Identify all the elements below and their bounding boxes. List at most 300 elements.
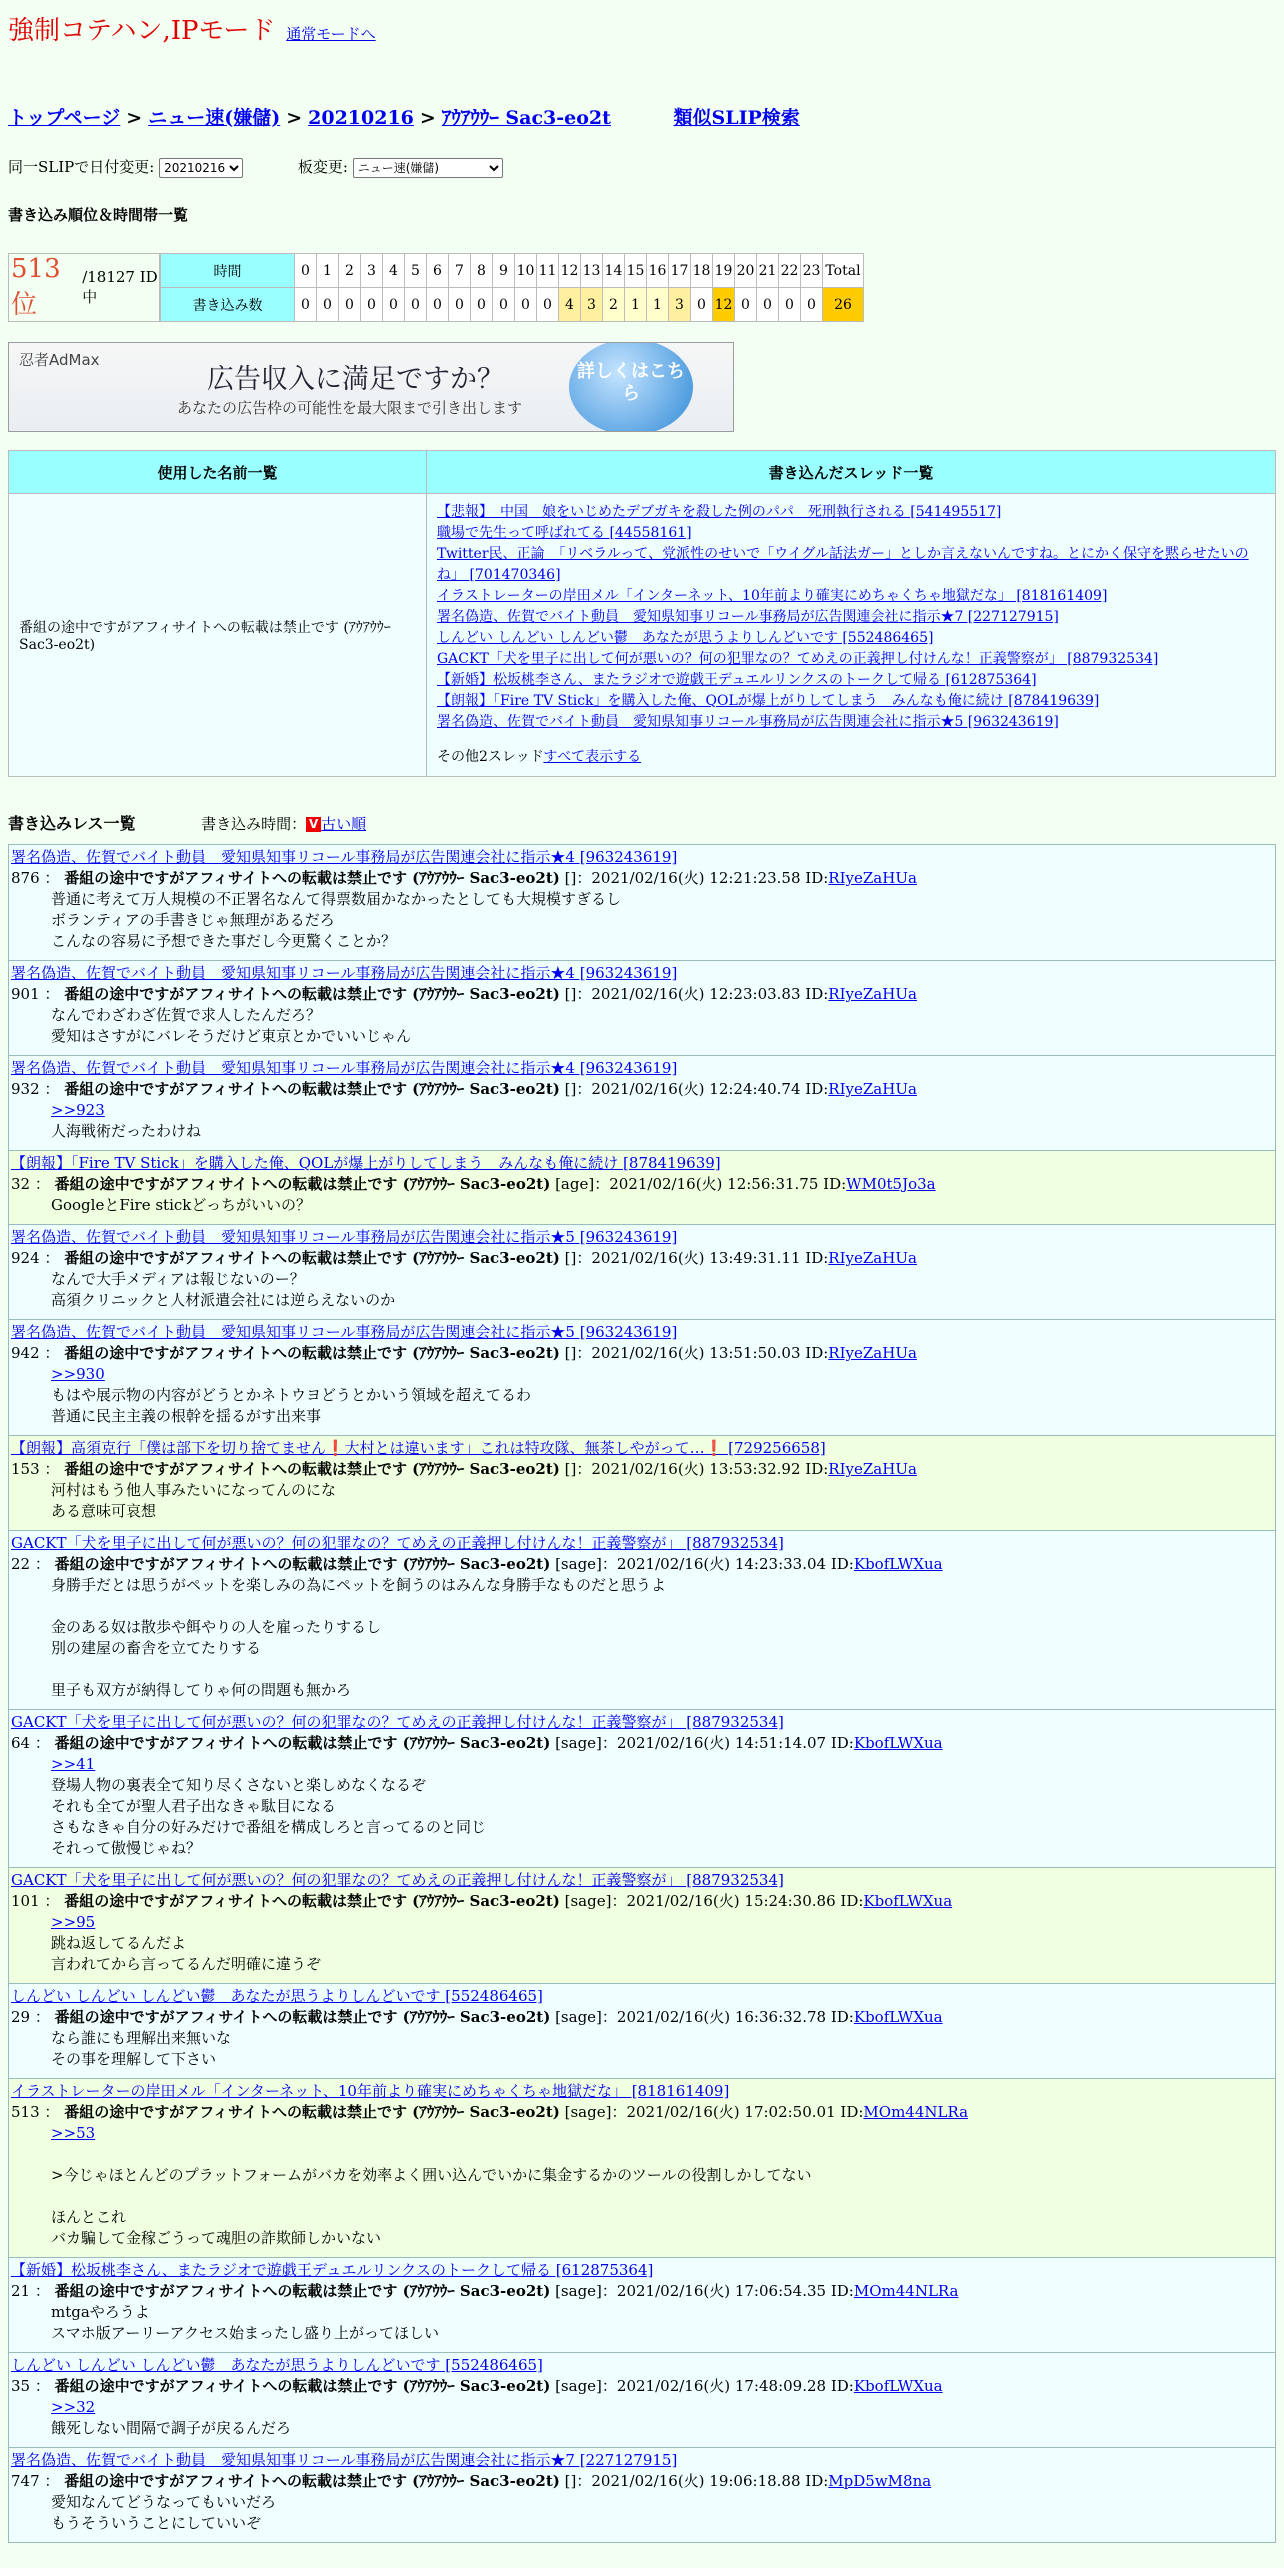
- post-anchor-row: [51, 2123, 1273, 2144]
- total-count-cell: 26: [823, 288, 864, 322]
- select-bar: [8, 156, 1276, 178]
- thread-link[interactable]: 職場で先生って呼ばれてる [44558161]: [437, 525, 692, 541]
- post-separator: ：: [576, 869, 592, 887]
- thread-link[interactable]: 【朗報】「Fire TV Stick」を購入した俺、QOLが爆上がりしてしまう みんなも俺に続け [878419639]: [437, 693, 1100, 709]
- post-meta: [11, 1174, 1273, 1195]
- post-id-link[interactable]: KbofLWXua: [853, 2008, 943, 2026]
- post-thread-link[interactable]: 署名偽造、佐賀でバイト動員 愛知県知事リコール事務局が広告関連会社に指示★4 [963243619]: [11, 1059, 678, 1077]
- count-cell: 0: [317, 288, 339, 322]
- hour-cell: Total: [823, 254, 864, 288]
- post-anchor-link[interactable]: >>53: [51, 2124, 96, 2142]
- post-separator: ：: [39, 869, 65, 887]
- thread-item: [437, 628, 1269, 649]
- post-number: 29: [11, 2008, 31, 2026]
- ad-button[interactable]: 詳しくはこちら: [569, 342, 693, 432]
- post-thread-link[interactable]: 【朗報】高須克行「僕は部下を切り捨てません❗大村とは違います」これは特攻隊、無茶しやがって…❗ [729256658]: [11, 1439, 826, 1457]
- post: [8, 1436, 1276, 1531]
- thread-link[interactable]: GACKT「犬を里子に出して何が悪いの？何の犯罪なの？てめえの正義押し付けんな！正義警察が」 [887932534]: [437, 651, 1159, 667]
- post-line: スマホ版アーリーアクセス始まったし盛り上がってほしい: [51, 2324, 440, 2342]
- post-id-link[interactable]: WM0t5Jo3a: [846, 1175, 936, 1193]
- post-id-link[interactable]: RIyeZaHUa: [828, 869, 917, 887]
- post-line: バカ騙して金稼ごうって魂胆の詐欺師しかいない: [51, 2229, 382, 2247]
- post-line: [51, 1596, 1273, 1617]
- post-line: なら誰にも理解出来無いな: [51, 2029, 232, 2047]
- post-separator: ：: [39, 1249, 65, 1267]
- post-separator: ：: [39, 1460, 65, 1478]
- post-date: 2021/02/16(火) 17:06:54.35: [616, 2282, 827, 2300]
- count-cell: 0: [537, 288, 559, 322]
- post-date: 2021/02/16(火) 14:23:33.04: [616, 1555, 827, 1573]
- post: [8, 1320, 1276, 1436]
- post-line: さもなきゃ自分の好みだけで番組を構成しろと言ってるのと同じ: [51, 1818, 487, 1836]
- post-thread-link[interactable]: 署名偽造、佐賀でバイト動員 愛知県知事リコール事務局が広告関連会社に指示★5 [963243619]: [11, 1323, 678, 1341]
- count-cell: 2: [603, 288, 625, 322]
- count-cell: 0: [801, 288, 823, 322]
- post-mail: [sage]: [564, 1892, 612, 1910]
- post-date: 2021/02/16(火) 17:48:09.28: [616, 2377, 827, 2395]
- count-cell: 4: [559, 288, 581, 322]
- count-cell: 0: [383, 288, 405, 322]
- hour-cell: 19: [713, 254, 735, 288]
- count-cell: 0: [427, 288, 449, 322]
- sort-arrow-icon[interactable]: V: [306, 817, 321, 832]
- post-separator: ：: [576, 1460, 592, 1478]
- post-id-link[interactable]: RIyeZaHUa: [828, 1080, 917, 1098]
- count-cell: 3: [669, 288, 691, 322]
- post-thread-link[interactable]: 署名偽造、佐賀でバイト動員 愛知県知事リコール事務局が広告関連会社に指示★7 [227127915]: [11, 2451, 678, 2469]
- post-date: 2021/02/16(火) 12:56:31.75: [609, 1175, 819, 1193]
- post-separator: ：: [576, 1080, 592, 1098]
- board-select-label: 板変更:: [297, 158, 348, 176]
- post-number: 64: [11, 1734, 31, 1752]
- post-author: 番組の途中ですがアフィサイトへの転載は禁止です (ｱｳｱｳｳｰ Sac3-eo2t): [64, 1080, 560, 1098]
- post-id-link[interactable]: RIyeZaHUa: [828, 985, 917, 1003]
- thread-item: [437, 691, 1269, 712]
- hour-cell: 10: [515, 254, 537, 288]
- post-meta: [11, 1248, 1273, 1269]
- hourly-table: [160, 253, 864, 322]
- post-number: 932: [11, 1080, 40, 1098]
- post-id-label: ID:: [826, 1734, 854, 1752]
- post-separator: ：: [39, 985, 65, 1003]
- post-meta: [11, 868, 1273, 889]
- post-author: 番組の途中ですがアフィサイトへの転載は禁止です (ｱｳｱｳｳｰ Sac3-eo2t): [64, 1460, 560, 1478]
- post-mail: []: [564, 869, 577, 887]
- post-meta: [11, 1733, 1273, 1754]
- post-separator: ：: [39, 1344, 65, 1362]
- post-thread-link[interactable]: 署名偽造、佐賀でバイト動員 愛知県知事リコール事務局が広告関連会社に指示★5 [963243619]: [11, 1228, 678, 1246]
- post-anchor-row: [51, 1100, 1273, 1121]
- post-thread-link[interactable]: しんどい しんどい しんどい鬱 あなたが思うよりしんどいです [552486465]: [11, 2356, 543, 2374]
- posts-title: 書き込みレス一覧: [8, 814, 136, 833]
- post-separator: ：: [601, 2008, 617, 2026]
- threads-cell: [427, 494, 1276, 777]
- breadcrumb-board[interactable]: ニュー速(嫌儲): [148, 107, 281, 129]
- post-thread-link[interactable]: GACKT「犬を里子に出して何が悪いの？何の犯罪なの？てめえの正義押し付けんな！正義警察が」 [887932534]: [11, 1713, 784, 1731]
- thread-link[interactable]: イラストレーターの岸田メル「インターネット、10年前より確実にめちゃくちゃ地獄だな」 [818161409]: [437, 588, 1108, 604]
- post-line: 言われてから言ってるんだ明確に違うぞ: [51, 1955, 322, 1973]
- sort-oldest-link[interactable]: 古い順: [321, 815, 367, 833]
- post-meta: [11, 1079, 1273, 1100]
- post: [8, 2258, 1276, 2353]
- post-mail: [sage]: [555, 2282, 602, 2300]
- post-author: 番組の途中ですがアフィサイトへの転載は禁止です (ｱｳｱｳｳｰ Sac3-eo2t): [54, 1555, 551, 1573]
- post-number: 35: [11, 2377, 31, 2395]
- post-author: 番組の途中ですがアフィサイトへの転載は禁止です (ｱｳｱｳｳｰ Sac3-eo2t): [64, 1892, 560, 1910]
- post-number: 924: [11, 1249, 40, 1267]
- post-anchor-row: [51, 1912, 1273, 1933]
- hour-cell: 16: [647, 254, 669, 288]
- post: [8, 1151, 1276, 1225]
- ad-subtext: あなたの広告枠の可能性を最大限まで引き出します: [177, 399, 523, 417]
- thread-link[interactable]: 署名偽造、佐賀でバイト動員 愛知県知事リコール事務局が広告関連会社に指示★7 [227127915]: [437, 609, 1059, 625]
- post-meta: [11, 2102, 1273, 2123]
- post-id-label: ID:: [800, 2472, 829, 2490]
- hour-cell: 14: [603, 254, 625, 288]
- post-anchor-link[interactable]: >>923: [51, 1101, 105, 1119]
- post-number: 21: [11, 2282, 31, 2300]
- post-id-link[interactable]: KbofLWXua: [853, 2377, 943, 2395]
- count-cell: 0: [515, 288, 537, 322]
- hour-cell: 3: [361, 254, 383, 288]
- thread-link[interactable]: しんどい しんどい しんどい鬱 あなたが思うよりしんどいです [552486465]: [437, 630, 934, 646]
- count-cell: 0: [449, 288, 471, 322]
- post-line: もはや展示物の内容がどうとかネトウヨどうとかいう領域を超えてるわ: [51, 1386, 532, 1404]
- post-anchor-link[interactable]: >>41: [51, 1755, 96, 1773]
- post-date: 2021/02/16(火) 13:49:31.11: [591, 1249, 801, 1267]
- post-id-link[interactable]: MOm44NLRa: [853, 2282, 959, 2300]
- thread-link[interactable]: 署名偽造、佐賀でバイト動員 愛知県知事リコール事務局が広告関連会社に指示★5 [963243619]: [437, 714, 1059, 730]
- post-thread-link[interactable]: 署名偽造、佐賀でバイト動員 愛知県知事リコール事務局が広告関連会社に指示★4 [963243619]: [11, 848, 678, 866]
- post-date: 2021/02/16(火) 15:24:30.86: [626, 1892, 836, 1910]
- post: [8, 1710, 1276, 1868]
- post-date: 2021/02/16(火) 12:23:03.83: [591, 985, 801, 1003]
- hour-cell: 13: [581, 254, 603, 288]
- ad-banner[interactable]: [8, 342, 734, 432]
- post-id-link[interactable]: KbofLWXua: [863, 1892, 953, 1910]
- names-col-header: 使用した名前一覧: [9, 451, 427, 494]
- post-author: 番組の途中ですがアフィサイトへの転載は禁止です (ｱｳｱｳｳｰ Sac3-eo2t): [54, 2008, 551, 2026]
- post-number: 513: [11, 2103, 40, 2121]
- post-meta: [11, 1343, 1273, 1364]
- post-separator: ：: [611, 2103, 627, 2121]
- ad-headline: 広告収入に満足ですか？: [207, 364, 504, 395]
- board-select[interactable]: [353, 158, 503, 178]
- post-number: 32: [11, 1175, 31, 1193]
- post-separator: ：: [39, 2103, 65, 2121]
- post-anchor-link[interactable]: >>95: [51, 1913, 96, 1931]
- post: [8, 1868, 1276, 1984]
- post-id-link[interactable]: RIyeZaHUa: [828, 1460, 917, 1478]
- count-row-label: 書き込み数: [161, 288, 295, 322]
- hour-cell: 6: [427, 254, 449, 288]
- post-anchor-row: [51, 1364, 1273, 1385]
- thread-item: [437, 544, 1269, 586]
- used-name: 番組の途中ですがアフィサイトへの転載は禁止です (ｱｳｱｳｳｰ Sac3-eo2t): [9, 494, 427, 777]
- post-date: 2021/02/16(火) 19:06:18.88: [591, 2472, 801, 2490]
- hour-cell: 1: [317, 254, 339, 288]
- post-number: 153: [11, 1460, 40, 1478]
- post-separator: ：: [30, 1734, 55, 1752]
- post-meta: [11, 984, 1273, 1005]
- hour-cell: 15: [625, 254, 647, 288]
- post-thread-link[interactable]: GACKT「犬を里子に出して何が悪いの？何の犯罪なの？てめえの正義押し付けんな！正義警察が」 [887932534]: [11, 1871, 784, 1889]
- post-line: それも全てが聖人君子出なきゃ駄目になる: [51, 1797, 337, 1815]
- rank-number: 513 位: [11, 254, 61, 320]
- count-cell: 0: [757, 288, 779, 322]
- count-cell: 0: [405, 288, 427, 322]
- post-id-label: ID:: [835, 1892, 864, 1910]
- post-id-link[interactable]: MOm44NLRa: [863, 2103, 969, 2121]
- post-thread-link[interactable]: 【新婚】松坂桃李さん、またラジオで遊戯王デュエルリンクスのトークして帰る [612875364]: [11, 2261, 654, 2279]
- post: [8, 1984, 1276, 2079]
- post-author: 番組の途中ですがアフィサイトへの転載は禁止です (ｱｳｱｳｳｰ Sac3-eo2t): [54, 1734, 551, 1752]
- post-mail: [sage]: [555, 2377, 602, 2395]
- post-number: 101: [11, 1892, 40, 1910]
- post-separator: ：: [576, 1344, 592, 1362]
- count-cell: 1: [625, 288, 647, 322]
- hour-cell: 8: [471, 254, 493, 288]
- more-threads: [437, 747, 1269, 768]
- post-id-link[interactable]: MpD5wM8na: [828, 2472, 932, 2490]
- hour-cell: 12: [559, 254, 581, 288]
- post-id-label: ID:: [835, 2103, 864, 2121]
- post-line: mtgaやろうよ: [51, 2303, 150, 2321]
- post-number: 22: [11, 1555, 31, 1573]
- hour-cell: 17: [669, 254, 691, 288]
- post-line: 登場人物の裏表全て知り尽くさないと楽しめなくなるぞ: [51, 1776, 427, 1794]
- post-meta: [11, 2376, 1273, 2397]
- thread-link[interactable]: Twitter民、正論 「リベラルって、党派性のせいで「ウイグル話法ガー」としか言えないんですね。とにかく保守を黙らせたいのね」 [701470346]: [437, 546, 1249, 583]
- thread-item: [437, 649, 1269, 670]
- post-date: 2021/02/16(火) 14:51:14.07: [616, 1734, 827, 1752]
- post-anchor-row: [51, 1754, 1273, 1775]
- post-line: 里子も双方が納得してりゃ何の問題も無かろ: [51, 1681, 352, 1699]
- post-line: 餓死しない間隔で調子が戻るんだろ: [51, 2419, 292, 2437]
- post-number: 747: [11, 2472, 40, 2490]
- hour-cell: 18: [691, 254, 713, 288]
- breadcrumb-separator: >: [419, 107, 436, 129]
- page-title: 強制コテハン,IPモード: [8, 16, 276, 46]
- hour-cell: 5: [405, 254, 427, 288]
- post-mail: []: [564, 1344, 577, 1362]
- count-cell: 0: [295, 288, 317, 322]
- hour-cell: 2: [339, 254, 361, 288]
- post-id-label: ID:: [800, 985, 829, 1003]
- post-line: それって傲慢じゃね？: [51, 1839, 202, 1857]
- post-separator: ：: [39, 1080, 65, 1098]
- post-mail: [sage]: [564, 2103, 612, 2121]
- post-mail: [age]: [555, 1175, 595, 1193]
- ranking-heading: 書き込み順位＆時間帯一覧: [8, 206, 189, 224]
- count-cell: 12: [713, 288, 735, 322]
- post-date: 2021/02/16(火) 12:21:23.58: [591, 869, 801, 887]
- post-meta: [11, 2281, 1273, 2302]
- count-cell: 0: [339, 288, 361, 322]
- thread-item: [437, 586, 1269, 607]
- header: [8, 10, 1276, 47]
- post: [8, 2079, 1276, 2258]
- post-author: 番組の途中ですがアフィサイトへの転載は禁止です (ｱｳｱｳｳｰ Sac3-eo2t): [64, 869, 560, 887]
- post: [8, 961, 1276, 1056]
- post-date: 2021/02/16(火) 13:51:50.03: [591, 1344, 801, 1362]
- post-mail: []: [564, 985, 577, 1003]
- post-author: 番組の途中ですがアフィサイトへの転載は禁止です (ｱｳｱｳｳｰ Sac3-eo2t): [64, 985, 560, 1003]
- rank-total: /18127 ID中: [82, 268, 158, 306]
- more-threads-text: その他2スレッド: [437, 749, 544, 765]
- post-thread-link[interactable]: 署名偽造、佐賀でバイト動員 愛知県知事リコール事務局が広告関連会社に指示★4 [963243619]: [11, 964, 678, 982]
- post-line: 金のある奴は散歩や餌やりの人を雇ったりするし: [51, 1618, 382, 1636]
- post-separator: ：: [601, 1555, 617, 1573]
- post-meta: [11, 1891, 1273, 1912]
- hour-cell: 22: [779, 254, 801, 288]
- post-separator: ：: [601, 2377, 617, 2395]
- normal-mode-link[interactable]: 通常モードへ: [286, 25, 376, 43]
- post-thread-link[interactable]: 【朗報】「Fire TV Stick」を購入した俺、QOLが爆上がりしてしまう みんなも俺に続け [878419639]: [11, 1154, 721, 1172]
- post-id-label: ID:: [826, 2282, 854, 2300]
- breadcrumb-separator: >: [126, 107, 143, 129]
- post-line: 別の建屋の畜舎を立てたりする: [51, 1639, 262, 1657]
- post: [8, 2353, 1276, 2448]
- post-date: 2021/02/16(火) 16:36:32.78: [616, 2008, 827, 2026]
- post-separator: ：: [594, 1175, 610, 1193]
- count-cell: 0: [691, 288, 713, 322]
- post-id-label: ID:: [826, 1555, 854, 1573]
- thread-link[interactable]: 【悲報】 中国 娘をいじめたデブガキを殺した例のパパ 死刑執行される [541495517]: [437, 504, 1002, 520]
- post-line: 高須クリニックと人材派遣会社には逆らえないのか: [51, 1291, 396, 1309]
- post-number: 901: [11, 985, 40, 1003]
- thread-item: [437, 523, 1269, 544]
- post-author: 番組の途中ですがアフィサイトへの転載は禁止です (ｱｳｱｳｳｰ Sac3-eo2t): [64, 2472, 560, 2490]
- post-line: ある意味可哀想: [51, 1502, 157, 1520]
- post-line: 愛知なんてどうなってもいいだろ: [51, 2493, 277, 2511]
- post: [8, 1056, 1276, 1151]
- post-line: 普通に考えて万人規模の不正署名なんて得票数届かなかったとしても大規模すぎるし: [51, 890, 622, 908]
- post-id-link[interactable]: KbofLWXua: [853, 1734, 943, 1752]
- post-author: 番組の途中ですがアフィサイトへの転載は禁止です (ｱｳｱｳｳｰ Sac3-eo2t): [54, 1175, 551, 1193]
- hour-cell: 0: [295, 254, 317, 288]
- posts-list: [8, 844, 1276, 2543]
- hour-cell: 11: [537, 254, 559, 288]
- post-line: 人海戦術だったわけね: [51, 1122, 202, 1140]
- post-date: 2021/02/16(火) 12:24:40.74: [591, 1080, 801, 1098]
- post-mail: []: [564, 2472, 577, 2490]
- time-row-label: 時間: [161, 254, 295, 288]
- post: [8, 2448, 1276, 2543]
- thread-item: [437, 607, 1269, 628]
- sort-label: 書き込み時間：: [201, 815, 307, 833]
- post-date: 2021/02/16(火) 17:02:50.01: [626, 2103, 836, 2121]
- post-line: その事を理解して下さい: [51, 2050, 217, 2068]
- post-number: 876: [11, 869, 40, 887]
- count-cell: 3: [581, 288, 603, 322]
- names-table: [8, 450, 1276, 777]
- thread-item: [437, 712, 1269, 733]
- similar-slip-search-link[interactable]: 類似SLIP検索: [673, 107, 800, 129]
- post-id-link[interactable]: RIyeZaHUa: [828, 1249, 917, 1267]
- post-thread-link[interactable]: しんどい しんどい しんどい鬱 あなたが思うよりしんどいです [552486465]: [11, 1987, 543, 2005]
- post-id-label: ID:: [800, 869, 829, 887]
- post-line: [51, 2186, 1273, 2207]
- post-date: 2021/02/16(火) 13:53:32.92: [591, 1460, 801, 1478]
- count-cell: 0: [361, 288, 383, 322]
- show-all-link[interactable]: すべて表示する: [543, 749, 642, 765]
- post-meta: [11, 2471, 1273, 2492]
- post-author: 番組の途中ですがアフィサイトへの転載は禁止です (ｱｳｱｳｳｰ Sac3-eo2t): [64, 2103, 560, 2121]
- post-line: もうそういうことにしていいぞ: [51, 2514, 262, 2532]
- post-line: 跳ね返してるんだよ: [51, 1934, 187, 1952]
- breadcrumb: [8, 103, 1276, 130]
- hour-cell: 9: [493, 254, 515, 288]
- count-cell: 0: [779, 288, 801, 322]
- ranking-block: [8, 253, 1276, 322]
- post-separator: ：: [30, 1555, 55, 1573]
- count-cell: 0: [735, 288, 757, 322]
- post-line: [51, 1659, 1273, 1680]
- breadcrumb-separator: >: [286, 107, 303, 129]
- post-line: [51, 2144, 1273, 2165]
- thread-item: [437, 670, 1269, 691]
- hour-cell: 4: [383, 254, 405, 288]
- post-id-label: ID:: [800, 1460, 829, 1478]
- post-separator: ：: [39, 2472, 65, 2490]
- breadcrumb-date[interactable]: 20210216: [308, 107, 414, 129]
- thread-link[interactable]: 【新婚】松坂桃李さん、またラジオで遊戯王デュエルリンクスのトークして帰る [612875364]: [437, 672, 1037, 688]
- post-separator: ：: [39, 1892, 65, 1910]
- post-line: 愛知はさすがにバレそうだけど東京とかでいいじゃん: [51, 1027, 412, 1045]
- post-anchor-link[interactable]: >>930: [51, 1365, 105, 1383]
- post: [8, 845, 1276, 961]
- post-author: 番組の途中ですがアフィサイトへの転載は禁止です (ｱｳｱｳｳｰ Sac3-eo2t): [64, 1344, 560, 1362]
- post-anchor-link[interactable]: >>32: [51, 2398, 96, 2416]
- breadcrumb-slip[interactable]: ｱｳｱｳｳｰ Sac3-eo2t: [441, 107, 611, 129]
- post-meta: [11, 1554, 1273, 1575]
- post-separator: ：: [576, 2472, 592, 2490]
- post-mail: []: [564, 1460, 577, 1478]
- post-line: こんなの容易に予想できた事だし今更驚くことか？: [51, 932, 397, 950]
- post-id-label: ID:: [800, 1344, 829, 1362]
- post-separator: ：: [30, 1175, 55, 1193]
- date-select-label: 同一SLIPで日付変更:: [8, 158, 155, 176]
- post-separator: ：: [611, 1892, 627, 1910]
- post-separator: ：: [30, 2377, 55, 2395]
- post-line: なんで大手メディアは報じないのー？: [51, 1270, 305, 1288]
- post-id-label: ID:: [800, 1080, 829, 1098]
- rank-cell: [8, 253, 160, 322]
- post-line: ほんとこれ: [51, 2208, 127, 2226]
- post-line: ボランティアの手書きじゃ無理があるだろ: [51, 911, 335, 929]
- count-cell: 1: [647, 288, 669, 322]
- posts-heading: [8, 811, 1276, 834]
- post-thread-link[interactable]: GACKT「犬を里子に出して何が悪いの？何の犯罪なの？てめえの正義押し付けんな！正義警察が」 [887932534]: [11, 1534, 784, 1552]
- post-mail: [sage]: [555, 2008, 602, 2026]
- sort-control: [201, 815, 366, 833]
- post-line: 身勝手だとは思うがペットを楽しみの為にペットを飼うのはみんな身勝手なものだと思うよ: [51, 1576, 667, 1594]
- date-select[interactable]: [159, 158, 243, 178]
- post-thread-link[interactable]: イラストレーターの岸田メル「インターネット、10年前より確実にめちゃくちゃ地獄だな」 [818161409]: [11, 2082, 730, 2100]
- threads-col-header: 書き込んだスレッド一覧: [427, 451, 1276, 494]
- post-id-link[interactable]: RIyeZaHUa: [828, 1344, 917, 1362]
- post-separator: ：: [576, 1249, 592, 1267]
- post-author: 番組の途中ですがアフィサイトへの転載は禁止です (ｱｳｱｳｳｰ Sac3-eo2t): [64, 1249, 560, 1267]
- post-id-link[interactable]: KbofLWXua: [853, 1555, 943, 1573]
- post-line: >今じゃほとんどのプラットフォームがバカを効率よく囲い込んでいかに集金するかのツールの役割しかしてない: [51, 2166, 812, 2184]
- thread-item: [437, 502, 1269, 523]
- breadcrumb-top[interactable]: トップページ: [8, 107, 121, 129]
- hour-cell: 21: [757, 254, 779, 288]
- post-separator: ：: [30, 2282, 55, 2300]
- post-line: 河村はもう他人事みたいになってんのにな: [51, 1481, 337, 1499]
